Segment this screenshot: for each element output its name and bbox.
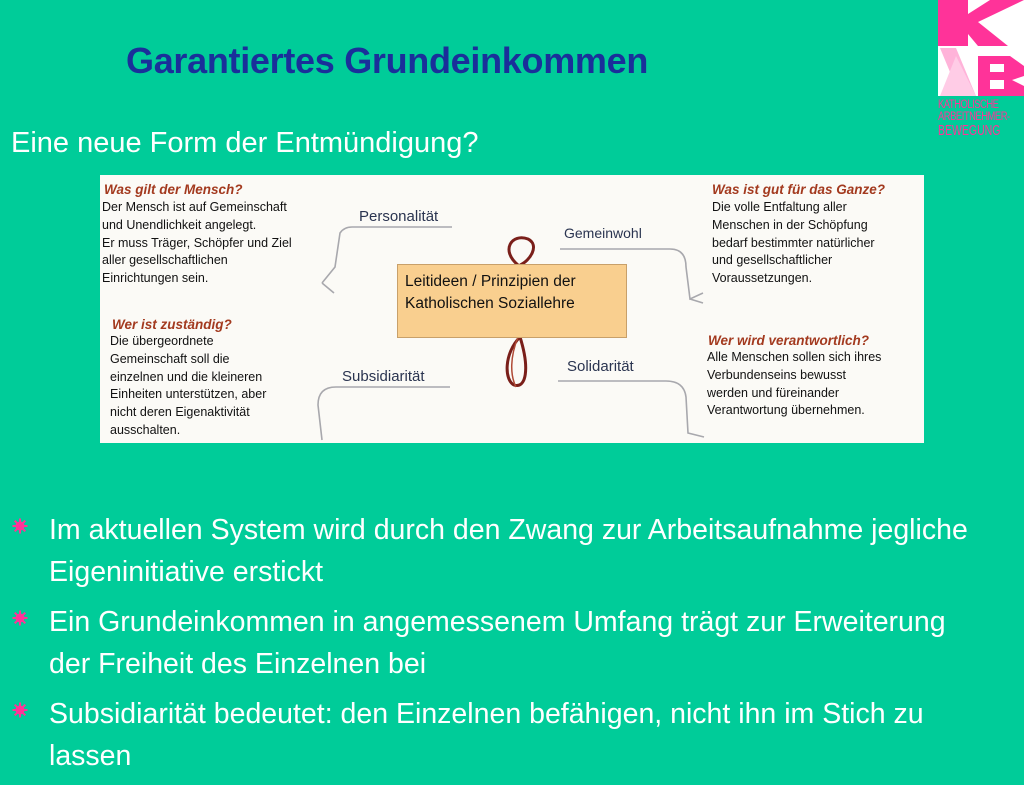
text-line: Verbundenseins bewusst <box>707 367 846 382</box>
bullet-text: Im aktuellen System wird durch den Zwang zur Arbeitsaufnahme jegliche Eigeninitiative erstickt <box>49 514 968 588</box>
logo-line-3: BEWEGUNG <box>938 122 1001 139</box>
list-item <box>0 509 1024 593</box>
question-bottom-right: Wer wird verantwortlich? <box>708 333 870 348</box>
center-line-2: Katholischen Soziallehre <box>405 295 575 312</box>
text-line: aller gesellschaftlichen <box>102 253 228 268</box>
text-line: einzelnen und die kleineren <box>110 369 263 384</box>
text-line: Die volle Entfaltung aller <box>712 200 847 214</box>
bullet-asterisk-icon <box>12 702 28 718</box>
soziallehre-diagram <box>100 175 924 443</box>
text-bottom-right <box>707 349 881 420</box>
text-line: Gemeinschaft soll die <box>110 351 230 366</box>
text-bottom-left <box>110 333 266 440</box>
bullet-asterisk-icon <box>12 610 28 626</box>
center-line-1: Leitideen / Prinzipien der <box>405 273 576 290</box>
text-line: Voraussetzungen. <box>712 271 813 286</box>
text-line: Menschen in der Schöpfung <box>712 217 868 232</box>
text-line: werden und füreinander <box>707 385 840 400</box>
logo-line-1: KATHOLISCHE <box>938 99 999 111</box>
text-line: Verantwortung übernehmen. <box>707 403 865 418</box>
logo-wordmark <box>938 99 1024 138</box>
text-line: Einrichtungen sein. <box>102 271 209 286</box>
text-top-left <box>102 199 292 288</box>
list-item <box>0 693 1024 777</box>
slide-subtitle: Eine neue Form der Entmündigung? <box>11 127 479 159</box>
branch-personalitaet: Personalität <box>359 208 439 225</box>
text-line: nicht deren Eigenaktivität <box>110 405 250 420</box>
logo-line-2: ARBEITNEHMER- <box>938 111 1010 123</box>
text-line: Einheiten unterstützen, aber <box>110 387 267 402</box>
branch-gemeinwohl: Gemeinwohl <box>564 225 642 241</box>
slide-title: Garantiertes Grundeinkommen <box>126 40 649 81</box>
question-top-right: Was ist gut für das Ganze? <box>712 182 886 197</box>
text-line: Der Mensch ist auf Gemeinschaft <box>102 200 287 214</box>
center-box <box>397 264 627 338</box>
branch-solidaritaet: Solidarität <box>567 358 634 375</box>
branch-subsidiaritaet: Subsidiarität <box>342 368 425 385</box>
question-bottom-left: Wer ist zuständig? <box>112 317 232 332</box>
text-line: Die übergeordnete <box>110 334 214 348</box>
bullet-list <box>0 509 1024 785</box>
bullet-text: Subsidiarität bedeutet: den Einzelnen befähigen, nicht ihn im Stich zu lassen <box>49 698 924 772</box>
text-line: Alle Menschen sollen sich ihres <box>707 350 882 364</box>
text-line: und gesellschaftlicher <box>712 253 833 268</box>
bullet-asterisk-icon <box>12 518 28 534</box>
text-top-right <box>712 199 875 288</box>
question-top-left: Was gilt der Mensch? <box>104 182 243 197</box>
list-item <box>0 601 1024 685</box>
text-line: bedarf bestimmter natürlicher <box>712 235 875 250</box>
bullet-text: Ein Grundeinkommen in angemessenem Umfang trägt zur Erweiterung der Freiheit des Einzelnen bei <box>49 606 946 680</box>
text-line: Er muss Träger, Schöpfer und Ziel <box>102 235 292 250</box>
text-line: ausschalten. <box>110 422 181 437</box>
text-line: und Unendlichkeit angelegt. <box>102 217 257 232</box>
